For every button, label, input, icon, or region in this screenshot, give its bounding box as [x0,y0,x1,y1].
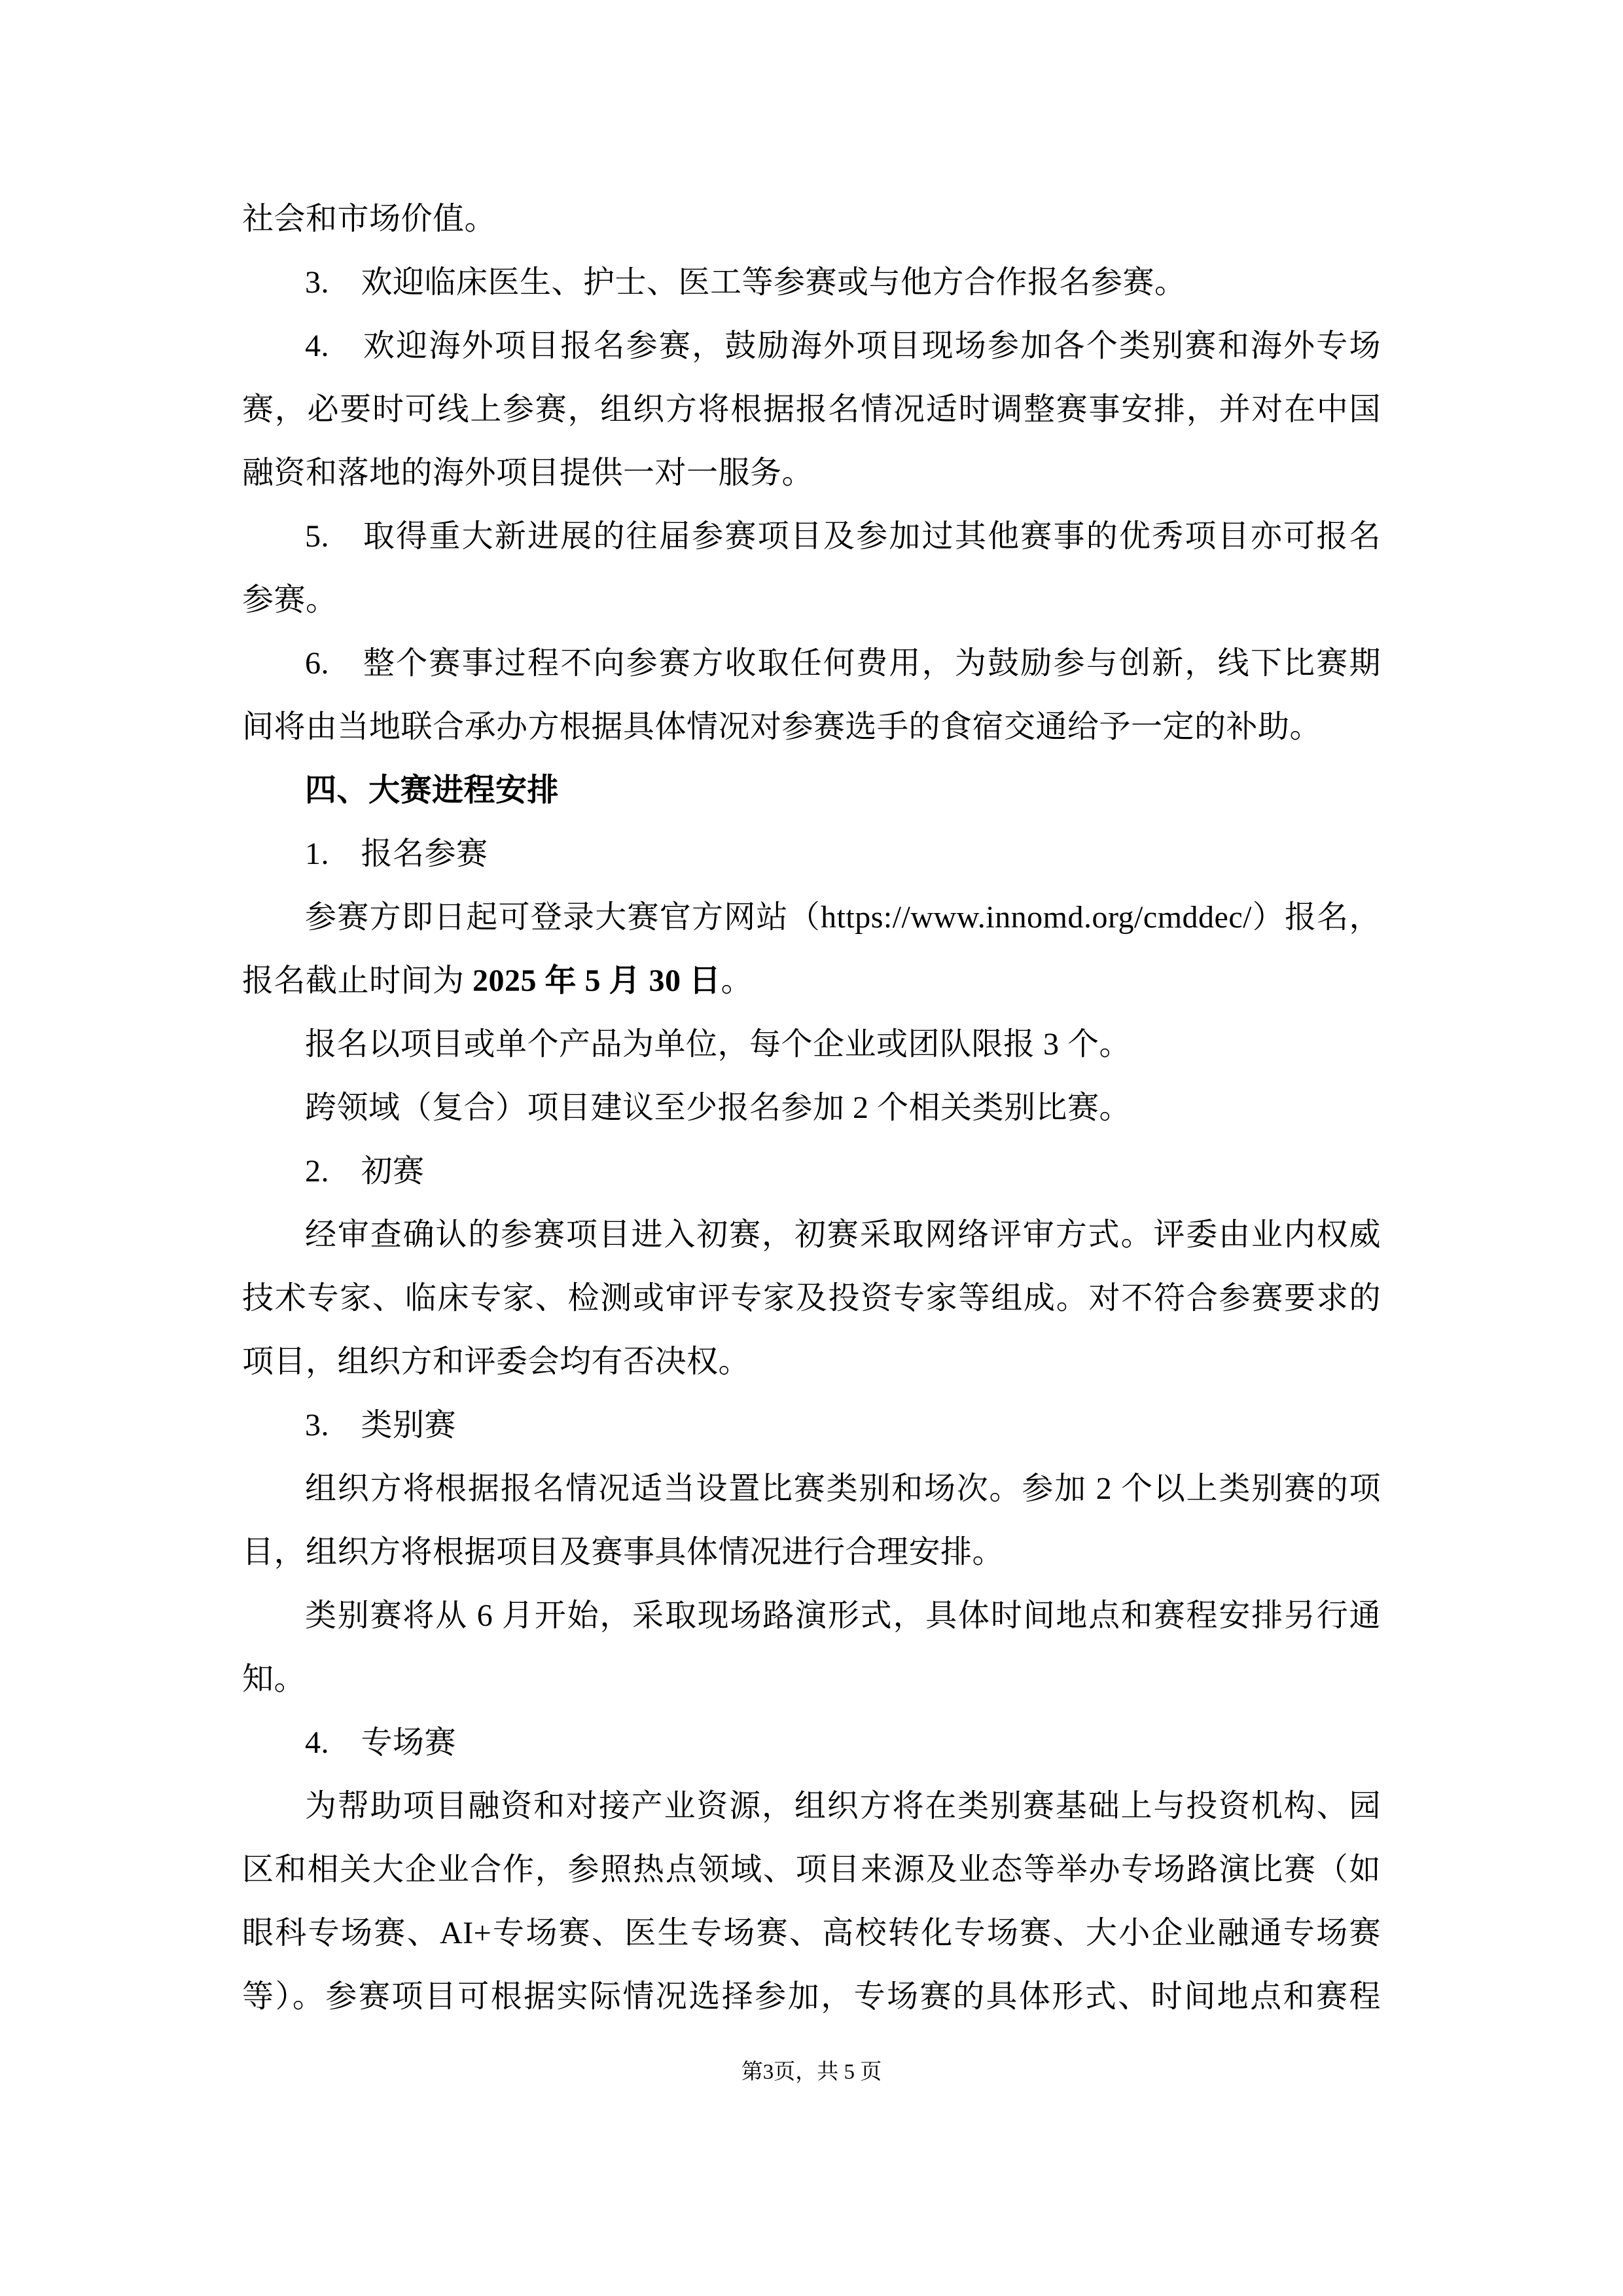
text-line: 技术专家、临床专家、检测或审评专家及投资专家等组成。对不符合参赛要求的 [242,1281,1381,1316]
text-line: 项目，组织方和评委会均有否决权。 [242,1344,751,1379]
text-line: 6. 整个赛事过程不向参赛方收取任何费用，为鼓励参与创新，线下比赛期 [305,646,1381,681]
bold-text-run: 2025 年 5 月 30 日 [473,963,721,998]
text-line: 经审查确认的参赛项目进入初赛，初赛采取网络评审方式。评委由业内权威 [305,1217,1381,1252]
text-line: 3. 类别赛 [305,1408,457,1443]
text-line: 组织方将根据报名情况适当设置比赛类别和场次。参加 2 个以上类别赛的项 [305,1471,1381,1506]
text-line: 参赛。 [242,583,338,617]
text-line: 参赛方即日起可登录大赛官方网站（https://www.innomd.org/cmddec/）报名， [305,900,1381,935]
text-line: 类别赛将从 6 月开始，采取现场路演形式，具体时间地点和赛程安排另行通 [305,1598,1381,1633]
text-line: 区和相关大企业合作，参照热点领域、项目来源及业态等举办专场路演比赛（如 [242,1852,1381,1887]
text-line: 跨领域（复合）项目建议至少报名参加 2 个相关类别比赛。 [305,1090,1132,1125]
text-line: 4. 欢迎海外项目报名参赛，鼓励海外项目现场参加各个类别赛和海外专场 [305,329,1381,363]
page-footer: 第3页，共 5 页 [741,2060,882,2084]
text-line: 为帮助项目融资和对接产业资源，组织方将在类别赛基础上与投资机构、园 [305,1789,1381,1823]
text-run: 报名截止时间为 [242,963,473,998]
section-heading: 四、大赛进程安排 [305,773,560,808]
text-line: 2. 初赛 [305,1154,425,1189]
text-line: 等）。参赛项目可根据实际情况选择参加，专场赛的具体形式、时间地点和赛程 [242,1979,1381,2014]
text-line: 赛，必要时可线上参赛，组织方将根据报名情况适时调整赛事安排，并对在中国 [242,392,1381,427]
text-line: 4. 专场赛 [305,1725,457,1760]
text-line: 报名以项目或单个产品为单位，每个企业或团队限报 3 个。 [305,1027,1132,1062]
document-body [242,187,1381,2028]
text-line [242,949,1381,1013]
text-line: 5. 取得重大新进展的往届参赛项目及参加过其他赛事的优秀项目亦可报名 [305,519,1381,554]
text-line: 3. 欢迎临床医生、护士、医工等参赛或与他方合作报名参赛。 [305,265,1186,300]
text-line: 社会和市场价值。 [242,202,497,236]
text-line: 目，组织方将根据项目及赛事具体情况进行合理安排。 [242,1535,1005,1570]
text-run: 。 [721,963,753,998]
text-line: 1. 报名参赛 [305,836,488,871]
text-line: 融资和落地的海外项目提供一对一服务。 [242,456,814,490]
text-line: 眼科专场赛、AI+专场赛、医生专场赛、高校转化专场赛、大小企业融通专场赛 [242,1916,1381,1950]
text-line: 知。 [242,1662,306,1696]
text-line: 间将由当地联合承办方根据具体情况对参赛选手的食宿交通给予一定的补助。 [242,709,1322,744]
